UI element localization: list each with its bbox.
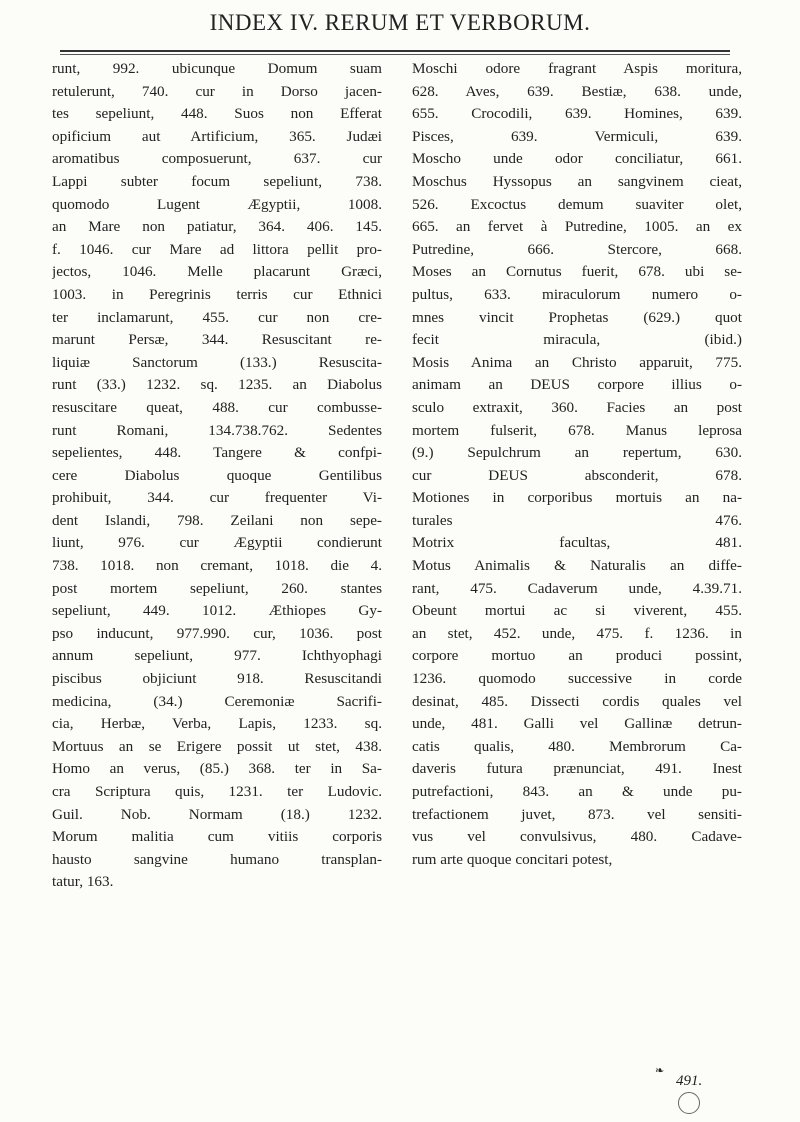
index-line: sepeliunt, 449. 1012. Æthiopes Gy- [52,602,382,620]
index-line: Guil. Nob. Normam (18.) 1232. [52,805,382,823]
index-line: annum sepeliunt, 977. Ichthyophagi [52,647,382,665]
index-line: cra Scriptura quis, 1231. ter Ludovic. [52,783,382,800]
left-column [52,58,382,894]
index-line: Moschus Hyssopus an sangvinem cieat, [412,172,742,190]
index-line: jectos, 1046. Melle placarunt Græci, [52,263,382,281]
index-line: cur DEUS absconderit, 678. [412,466,742,484]
index-line: medicina, (34.) Ceremoniæ Sacrifi- [52,692,382,710]
index-line: fecit miracula, (ibid.) [412,331,742,349]
index-line: an stet, 452. unde, 475. f. 1236. in [412,624,742,642]
index-line: Motus Animalis & Naturalis an diffe- [412,557,742,575]
index-line: pultus, 633. miraculorum numero o- [412,285,742,303]
index-line: 1003. in Peregrinis terris cur Ethnici [52,285,382,303]
index-line: opificium aut Artificium, 365. Judæi [52,127,382,145]
index-line: Lappi subter focum sepeliunt, 738. [52,172,382,190]
index-line: ter inclamarunt, 455. cur non cre- [52,308,382,326]
index-line: liunt, 976. cur Ægyptii condierunt [52,534,382,552]
index-line: an Mare non patiatur, 364. 406. 145. [52,218,382,236]
index-line: marunt Persæ, 344. Resuscitant re- [52,331,382,349]
index-line: resuscitare queat, 488. cur combusse- [52,398,382,416]
index-line: catis qualis, 480. Membrorum Ca- [412,737,742,755]
index-line: tatur, 163. [52,873,114,891]
index-line: vus vel convulsivus, 480. Cadave- [412,828,742,846]
index-line: Obeunt mortui ac si viverent, 455. [412,602,742,620]
index-line: Moscho unde odor conciliatur, 661. [412,150,742,168]
index-line: 665. an fervet à Putredine, 1005. an ex [412,218,742,236]
index-line: unde, 481. Galli vel Gallinæ detrun- [412,715,742,733]
index-line: mortem fulserit, 678. Manus leprosa [412,421,742,439]
index-line: f. 1046. cur Mare ad littora pellit pro- [52,240,382,258]
index-line: sculo extraxit, 360. Facies an post [412,398,742,416]
index-line: Homo an verus, (85.) 368. ter in Sa- [52,760,382,778]
header-rule-thin [60,54,730,55]
index-line: aromatibus composuerunt, 637. cur [52,150,382,168]
index-line: trefactionem juvet, 873. vel sensiti- [412,805,742,823]
index-line: 1236. quomodo successive in corde [412,670,742,688]
library-stamp [678,1092,700,1114]
index-line: sepelientes, 448. Tangere & confpi- [52,444,382,462]
index-line: turales 476. [412,511,742,529]
page-header: INDEX IV. RERUM ET VERBORUM. [209,10,591,35]
index-line: 526. Excoctus demum suaviter olet, [412,195,742,213]
index-line: putrefactioni, 843. an & unde pu- [412,783,742,800]
right-column [412,58,742,871]
index-line: rum arte quoque concitari potest, [412,850,613,868]
index-line: animam an DEUS corpore illius o- [412,376,742,394]
index-line: Motiones in corporibus mortuis an na- [412,489,742,507]
index-line: pso inducunt, 977.990. cur, 1036. post [52,624,382,642]
index-line: Pisces, 639. Vermiculi, 639. [412,127,742,145]
index-line: Moses an Cornutus fuerit, 678. ubi se- [412,263,742,281]
index-line: Morum malitia cum vitiis corporis [52,828,382,846]
index-line: daveris futura prænunciat, 491. Inest [412,760,742,778]
index-line: Mosis Anima an Christo apparuit, 775. [412,353,742,371]
index-line: rant, 475. Cadaverum unde, 4.39.71. [412,579,742,597]
ornament-mark: ❧ [655,1065,665,1077]
index-line: cere Diabolus quoque Gentilibus [52,466,382,484]
index-line: liquiæ Sanctorum (133.) Resuscita- [52,353,382,371]
index-line: post mortem sepeliunt, 260. stantes [52,579,382,597]
index-line: Moschi odore fragrant Aspis moritura, [412,60,742,77]
index-line: runt, 992. ubicunque Domum suam [52,60,382,77]
index-line: quomodo Lugent Ægyptii, 1008. [52,195,382,213]
index-line: tes sepeliunt, 448. Suos non Efferat [52,105,382,123]
index-line: (9.) Sepulchrum an repertum, 630. [412,444,742,462]
index-line: piscibus objiciunt 918. Resuscitandi [52,670,382,688]
index-line: runt Romani, 134.738.762. Sedentes [52,421,382,439]
index-line: 655. Crocodili, 639. Homines, 639. [412,105,742,123]
index-line: 628. Aves, 639. Bestiæ, 638. unde, [412,82,742,100]
index-line: desinat, 485. Dissecti cordis quales vel [412,692,742,710]
index-line: Putredine, 666. Stercore, 668. [412,240,742,258]
index-line: corpore mortuo an produci possint, [412,647,742,665]
index-line: hausto sangvine humano transplan- [52,850,382,868]
index-line: 738. 1018. non cremant, 1018. die 4. [52,557,382,575]
index-line: retulerunt, 740. cur in Dorso jacen- [52,82,382,100]
header-rule [60,50,730,52]
index-line: prohibuit, 344. cur frequenter Vi- [52,489,382,507]
catchword: 491. [676,1073,703,1089]
index-line: Motrix facultas, 481. [412,534,742,552]
index-line: cia, Herbæ, Verba, Lapis, 1233. sq. [52,715,382,733]
index-line: mnes vincit Prophetas (629.) quot [412,308,742,326]
index-line: runt (33.) 1232. sq. 1235. an Diabolus [52,376,382,394]
index-line: dent Islandi, 798. Zeilani non sepe- [52,511,382,529]
index-line: Mortuus an se Erigere possit ut stet, 438. [52,737,382,755]
